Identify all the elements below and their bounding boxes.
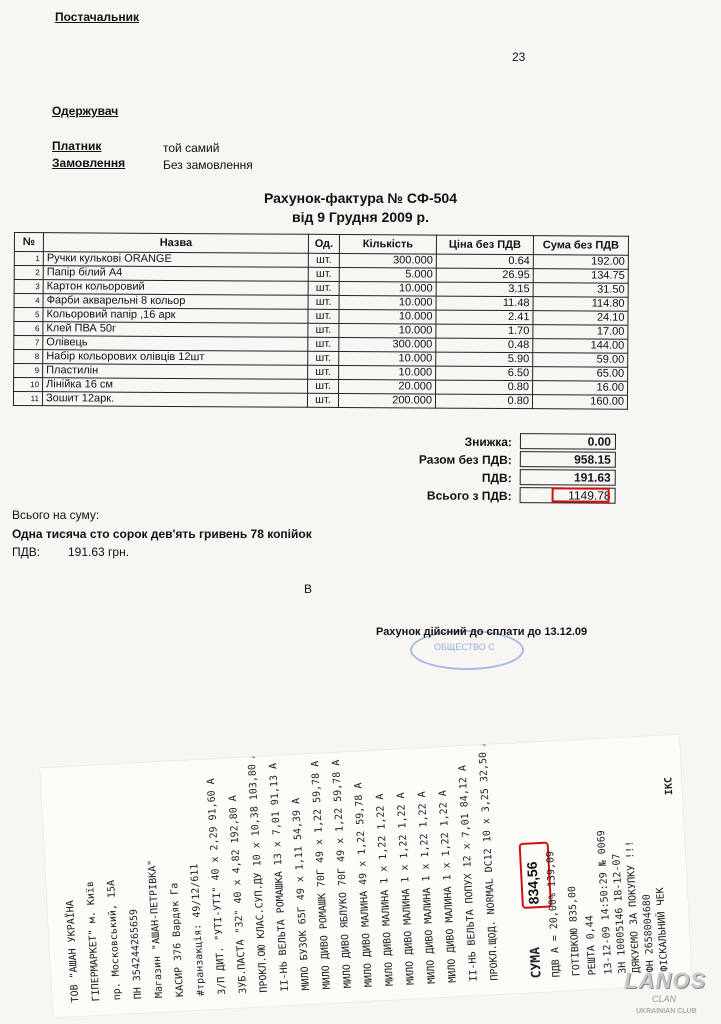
receipt-fn-line: ФН 2658004680 [641, 893, 657, 973]
row-unit: шт. [308, 253, 339, 267]
row-sum: 144.00 [533, 339, 628, 354]
receipt-line: ІІ-НЬ ВЕЛЬТА ПОПУХ 12 x 7,01 84,12 А [457, 764, 480, 982]
row-qty: 10.000 [339, 351, 436, 366]
vat-label: ПДВ: [481, 470, 512, 486]
payer-value: той самий [163, 141, 220, 155]
row-no: 4 [14, 294, 43, 308]
col-header-unit: Од. [308, 234, 339, 253]
receipt-line: МИЛО ДИВО МАЛИНА 49 x 1,22 59,78 А [353, 782, 375, 988]
invoice-date: від 9 Грудня 2009 р. [291, 209, 430, 225]
col-header-price: Ціна без ПДВ [436, 235, 533, 255]
row-no: 10 [14, 378, 43, 392]
receipt-datetime-line: 13-12-09 14:50:29 № 0069 [596, 829, 615, 975]
row-price: 26.95 [436, 268, 533, 283]
row-qty: 300.000 [339, 253, 436, 268]
row-name: Картон кольоровий [43, 280, 308, 296]
watermark-logo [618, 962, 716, 1020]
receipt-line: пр. Московський, 15А [105, 879, 124, 1001]
row-sum: 59.00 [533, 353, 628, 368]
col-header-no: № [14, 233, 43, 252]
subtotal-label: Разом без ПДВ: [418, 452, 512, 468]
summary-vat-label: ПДВ: [12, 545, 41, 559]
watermark-sub: CLAN [652, 994, 677, 1004]
invoice-table [13, 232, 629, 410]
row-sum: 192.00 [533, 255, 628, 270]
receipt-change-line: РЕШТА 0,44 [584, 914, 599, 976]
subtotal-value: 958.15 [520, 451, 616, 468]
receipt-line: З/П ДИТ. "УТІ-УТІ" 40 x 2,29 91,60 А [205, 778, 229, 996]
summary-vat-value: 191.63 грн. [68, 545, 130, 559]
row-no: 9 [14, 364, 43, 378]
row-qty: 20.000 [339, 379, 436, 394]
row-unit: шт. [308, 267, 339, 281]
discount-value: 0.00 [520, 433, 616, 450]
row-qty: 300.000 [339, 337, 436, 352]
row-no: 1 [14, 252, 43, 266]
row-name: Зошит 12арк. [42, 392, 307, 408]
row-price: 1.70 [436, 324, 533, 339]
sum-in-words: Одна тисяча сто сорок дев'ять гривень 78 копійок [12, 527, 312, 541]
row-qty: 5.000 [339, 267, 436, 282]
watermark-club: UKRAINIAN CLUB [636, 1008, 697, 1015]
row-sum: 114.80 [533, 297, 628, 312]
receipt-line: ПН 354244265659 [128, 908, 145, 1000]
summary-fragment: В [304, 582, 313, 596]
receipt-footer: ФІСКАЛЬНИЙ ЧЕК [655, 887, 671, 972]
row-price: 5.90 [436, 352, 533, 367]
row-sum: 134.75 [533, 269, 628, 284]
row-price: 0.48 [436, 338, 533, 353]
receipt-line: МИЛО БУЗОК 65Г 49 x 1,11 54,39 А [290, 797, 312, 991]
row-qty: 10.000 [339, 295, 436, 310]
valid-until-note: Рахунок дійсний до сплати до 13.12.09 [376, 626, 588, 638]
row-price: 0.64 [436, 254, 533, 269]
row-qty: 200.000 [338, 393, 435, 408]
cash-receipt [40, 735, 692, 1018]
receipt-line: МИЛО ДИВО МАЛИНА 1 x 1,22 1,22 А [374, 793, 396, 987]
row-qty: 10.000 [339, 323, 436, 338]
grand-total-row [330, 486, 616, 506]
row-no: 6 [14, 322, 43, 336]
order-value: Без замовлення [163, 158, 253, 172]
receipt-line: ГІПЕРМАРКЕТ" м. Київ [84, 880, 103, 1002]
receipt-total-label: СУМА [528, 946, 545, 979]
receipt-line: ТОВ "АШАН УКРАЇНА [64, 899, 82, 1003]
row-price: 3.15 [436, 282, 533, 297]
discount-row [330, 432, 616, 452]
row-unit: шт. [308, 295, 339, 309]
receiver-label: Одержувач [52, 104, 119, 118]
row-sum: 24.10 [533, 311, 628, 326]
row-name: Олівець [43, 336, 308, 352]
row-name: Кольоровий папір ,16 арк [43, 308, 308, 324]
row-no: 5 [14, 308, 43, 322]
table-row [13, 392, 627, 410]
col-header-name: Назва [43, 233, 308, 254]
row-sum: 16.00 [533, 381, 628, 396]
row-no: 3 [14, 280, 43, 294]
col-header-sum: Сума без ПДВ [533, 236, 628, 256]
receipt-line: МИЛО ДИВО МАЛИНА 1 x 1,22 1,22 А [395, 792, 417, 986]
grand-total-highlight [552, 487, 610, 502]
row-sum: 17.00 [533, 325, 628, 340]
sum-total-label: Всього на суму: [12, 508, 100, 522]
row-unit: шт. [308, 309, 339, 323]
row-name: Папір білий А4 [43, 266, 308, 282]
row-name: Фарби акварельні 8 кольор [43, 294, 308, 310]
stamp-text: ОБЩЕСТВО С [434, 642, 495, 652]
row-sum: 31.50 [533, 283, 628, 298]
row-name: Клей ПВА 50г [43, 322, 308, 338]
invoice-table-body [13, 252, 628, 410]
row-unit: шт. [308, 351, 339, 365]
row-unit: шт. [307, 393, 338, 407]
row-no: 2 [14, 266, 43, 280]
grand-total-value: 1149.78 [520, 487, 616, 504]
row-price: 6.50 [436, 366, 533, 381]
receipt-line: МИЛО ДИВО МАЛИНА 1 x 1,22 1,22 А [437, 789, 459, 983]
totals-block [330, 432, 616, 506]
col-header-qty: Кількість [339, 234, 436, 254]
subtotal-row [330, 450, 616, 470]
receipt-line: ПРОКЛ.ЩОД. NORMAL DC12 10 x 3,25 32,50 А [477, 739, 501, 981]
payer-label: Платник [52, 139, 102, 153]
watermark-brand: LANOS [624, 968, 706, 993]
receipt-thanks-line: ДЯКУЄМО ЗА ПОКУПКУ !!! [624, 840, 643, 974]
row-name: Набір кольорових олівців 12шт [43, 350, 308, 366]
row-unit: шт. [308, 365, 339, 379]
row-unit: шт. [308, 281, 339, 295]
supplier-label: Постачальник [55, 10, 139, 24]
receipt-line: ЗУБ.ПАСТА "32" 40 x 4,82 192,80 А [227, 794, 250, 994]
receipt-total-value: 834,56 [523, 861, 542, 905]
invoice-title: Рахунок-фактура № СФ-504 [263, 190, 457, 206]
row-no: 7 [14, 336, 43, 350]
vat-value: 191.63 [520, 469, 616, 486]
receipt-corner: IКС [663, 776, 676, 796]
receipt-line: МИЛО ДИВО ЯБЛУКО 70Г 49 x 1,22 59,78 А [330, 759, 354, 989]
receipt-line: МИЛО ДИВО РОМАШК 70Г 49 x 1,22 59,78 А [310, 760, 333, 990]
receipt-line: #транзакція: 49/12/611 [189, 863, 208, 997]
receipt-id-line: ЗН 10005146 18-12-07 [611, 853, 629, 975]
row-price: 2.41 [436, 310, 533, 325]
row-price: 0.80 [435, 394, 532, 409]
row-price: 0.80 [436, 380, 533, 395]
row-name: Ручки кулькові ORANGE [43, 252, 308, 268]
row-no: 11 [13, 392, 42, 406]
vat-row [330, 468, 616, 488]
row-sum: 160.00 [532, 395, 627, 410]
discount-label: Знижка: [464, 434, 512, 450]
row-sum: 65.00 [533, 367, 628, 382]
receipt-line: МИЛО ДИВО МАЛИНА 1 x 1,22 1,22 А [416, 791, 438, 985]
row-unit: шт. [308, 337, 339, 351]
receipt-line: КАСИР 376 Вардяк Га [169, 882, 187, 998]
receipt-vat-line: ПДВ А = 20,00% 139,09 [545, 850, 563, 978]
row-unit: шт. [308, 379, 339, 393]
order-label: Замовлення [52, 156, 126, 170]
receipt-cash-line: ГОТІВКОЮ 835,00 [566, 885, 583, 977]
row-name: Пластилін [43, 364, 308, 380]
row-no: 8 [14, 350, 43, 364]
receipt-line: ПРОКЛ.ОЮ КЛАС.СУП.ДУ 10 x 10,38 103,80 А [246, 751, 271, 993]
supplier-fragment: 23 [512, 50, 526, 64]
row-price: 11.48 [436, 296, 533, 311]
receipt-line: ІІ-НЬ ВЕЛЬТА РОМАШКА 13 x 7,01 91,13 А [268, 762, 292, 992]
row-unit: шт. [308, 323, 339, 337]
grand-total-label: Всього з ПДВ: [426, 488, 512, 504]
row-qty: 10.000 [339, 365, 436, 380]
row-qty: 10.000 [339, 309, 436, 324]
receipt-line: Магазин "АШАН-ПЕТРІВКА" [146, 859, 166, 999]
row-name: Лінійка 16 см [43, 378, 308, 394]
row-qty: 10.000 [339, 281, 436, 296]
